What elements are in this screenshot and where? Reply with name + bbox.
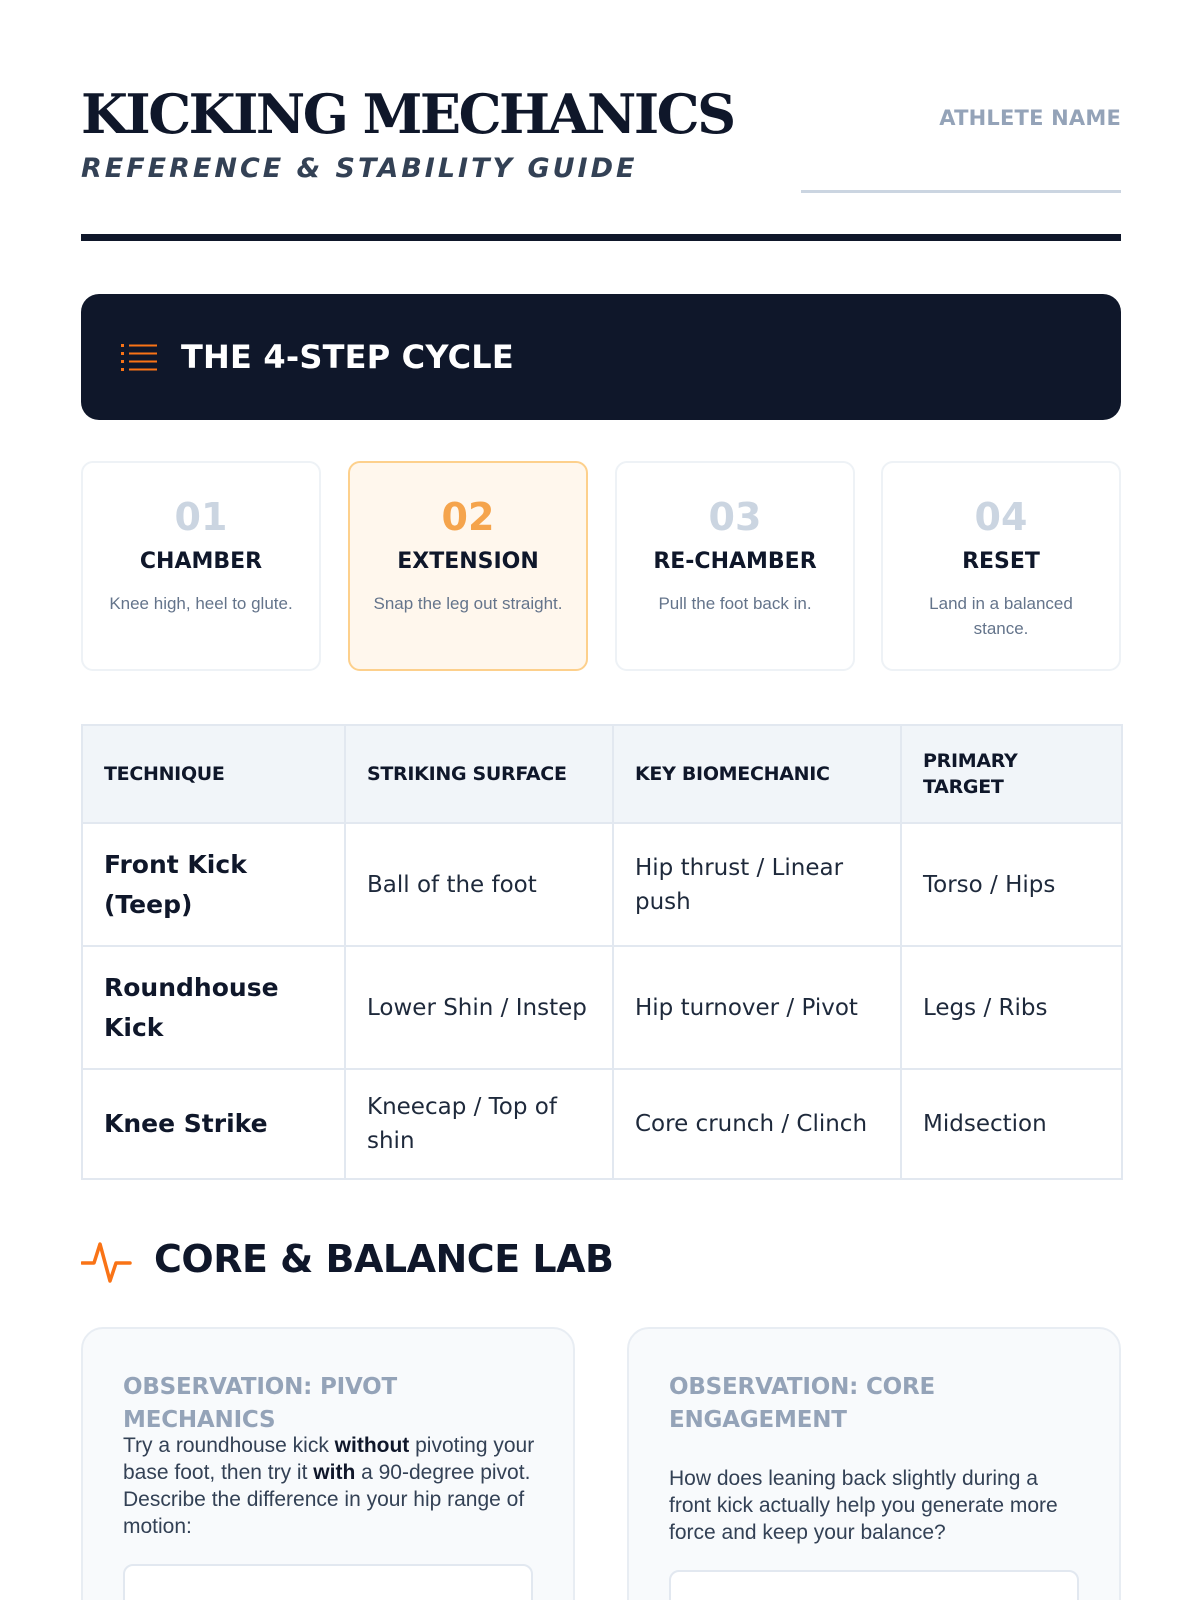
surface-cell: Ball of the foot [345, 823, 613, 946]
step-name: RESET [962, 549, 1040, 574]
surface-cell: Lower Shin / Instep [345, 946, 613, 1069]
page-title: KICKING MECHANICS [81, 82, 734, 146]
athlete-name-field[interactable] [801, 190, 1121, 193]
observation-prompt: Try a roundhouse kick without pivoting your base foot, then try it with a 90-degree pivot. Describe the difference in your hip range of motion: [123, 1434, 535, 1538]
step-description: Knee high, heel to glute. [109, 594, 293, 613]
list-icon [121, 342, 159, 374]
answer-field[interactable] [123, 1564, 533, 1600]
technique-cell: Front Kick (Teep) [82, 823, 345, 946]
observation-card-core [627, 1327, 1121, 1600]
table-row [82, 1069, 1122, 1179]
pulse-icon [81, 1235, 133, 1287]
observation-title: OBSERVATION: CORE ENGAGEMENT [669, 1374, 936, 1433]
table-header-row [82, 725, 1122, 823]
target-cell: Torso / Hips [901, 823, 1122, 946]
surface-cell: Kneecap / Top of shin [345, 1069, 613, 1179]
target-cell: Legs / Ribs [901, 946, 1122, 1069]
step-card-extension [348, 461, 588, 671]
lab-title: CORE & BALANCE LAB [154, 1237, 614, 1281]
step-card-rechamber [615, 461, 855, 671]
page-header [81, 82, 1121, 242]
technique-cell: Knee Strike [82, 1069, 345, 1179]
athlete-name-label: ATHLETE NAME [939, 106, 1121, 130]
step-number: 04 [974, 495, 1028, 539]
table-row [82, 946, 1122, 1069]
step-number: 02 [441, 495, 495, 539]
step-card-chamber [81, 461, 321, 671]
biomechanic-cell: Core crunch / Clinch [613, 1069, 901, 1179]
technique-cell: Roundhouse Kick [82, 946, 345, 1069]
step-number: 03 [708, 495, 762, 539]
step-name: RE-CHAMBER [653, 549, 817, 574]
step-cards [81, 461, 1121, 671]
observation-title: OBSERVATION: PIVOT MECHANICS [123, 1374, 398, 1433]
step-description: Pull the foot back in. [658, 594, 812, 613]
column-header: PRIMARY TARGET [901, 725, 1122, 823]
column-header: KEY BIOMECHANIC [613, 725, 901, 823]
step-number: 01 [174, 495, 228, 539]
cycle-banner [81, 294, 1121, 420]
header-divider [81, 234, 1121, 241]
lab-section-heading [81, 1230, 1121, 1290]
technique-table [81, 724, 1123, 1180]
page-subtitle: REFERENCE & STABILITY GUIDE [81, 153, 638, 184]
column-header: TECHNIQUE [82, 725, 345, 823]
table-row [82, 823, 1122, 946]
column-header: STRIKING SURFACE [345, 725, 613, 823]
answer-field[interactable] [669, 1570, 1079, 1600]
biomechanic-cell: Hip thrust / Linear push [613, 823, 901, 946]
step-description: Snap the leg out straight. [373, 594, 563, 613]
step-name: CHAMBER [139, 549, 263, 574]
target-cell: Midsection [901, 1069, 1122, 1179]
observation-card-pivot [81, 1327, 575, 1600]
step-card-reset [881, 461, 1121, 671]
observation-prompt: How does leaning back slightly during a front kick actually help you generate more force and keep your balance? [669, 1467, 1058, 1544]
cycle-title: THE 4-STEP CYCLE [181, 338, 514, 376]
biomechanic-cell: Hip turnover / Pivot [613, 946, 901, 1069]
step-name: EXTENSION [397, 549, 539, 574]
step-description: Land in a balanced stance. [929, 594, 1073, 638]
